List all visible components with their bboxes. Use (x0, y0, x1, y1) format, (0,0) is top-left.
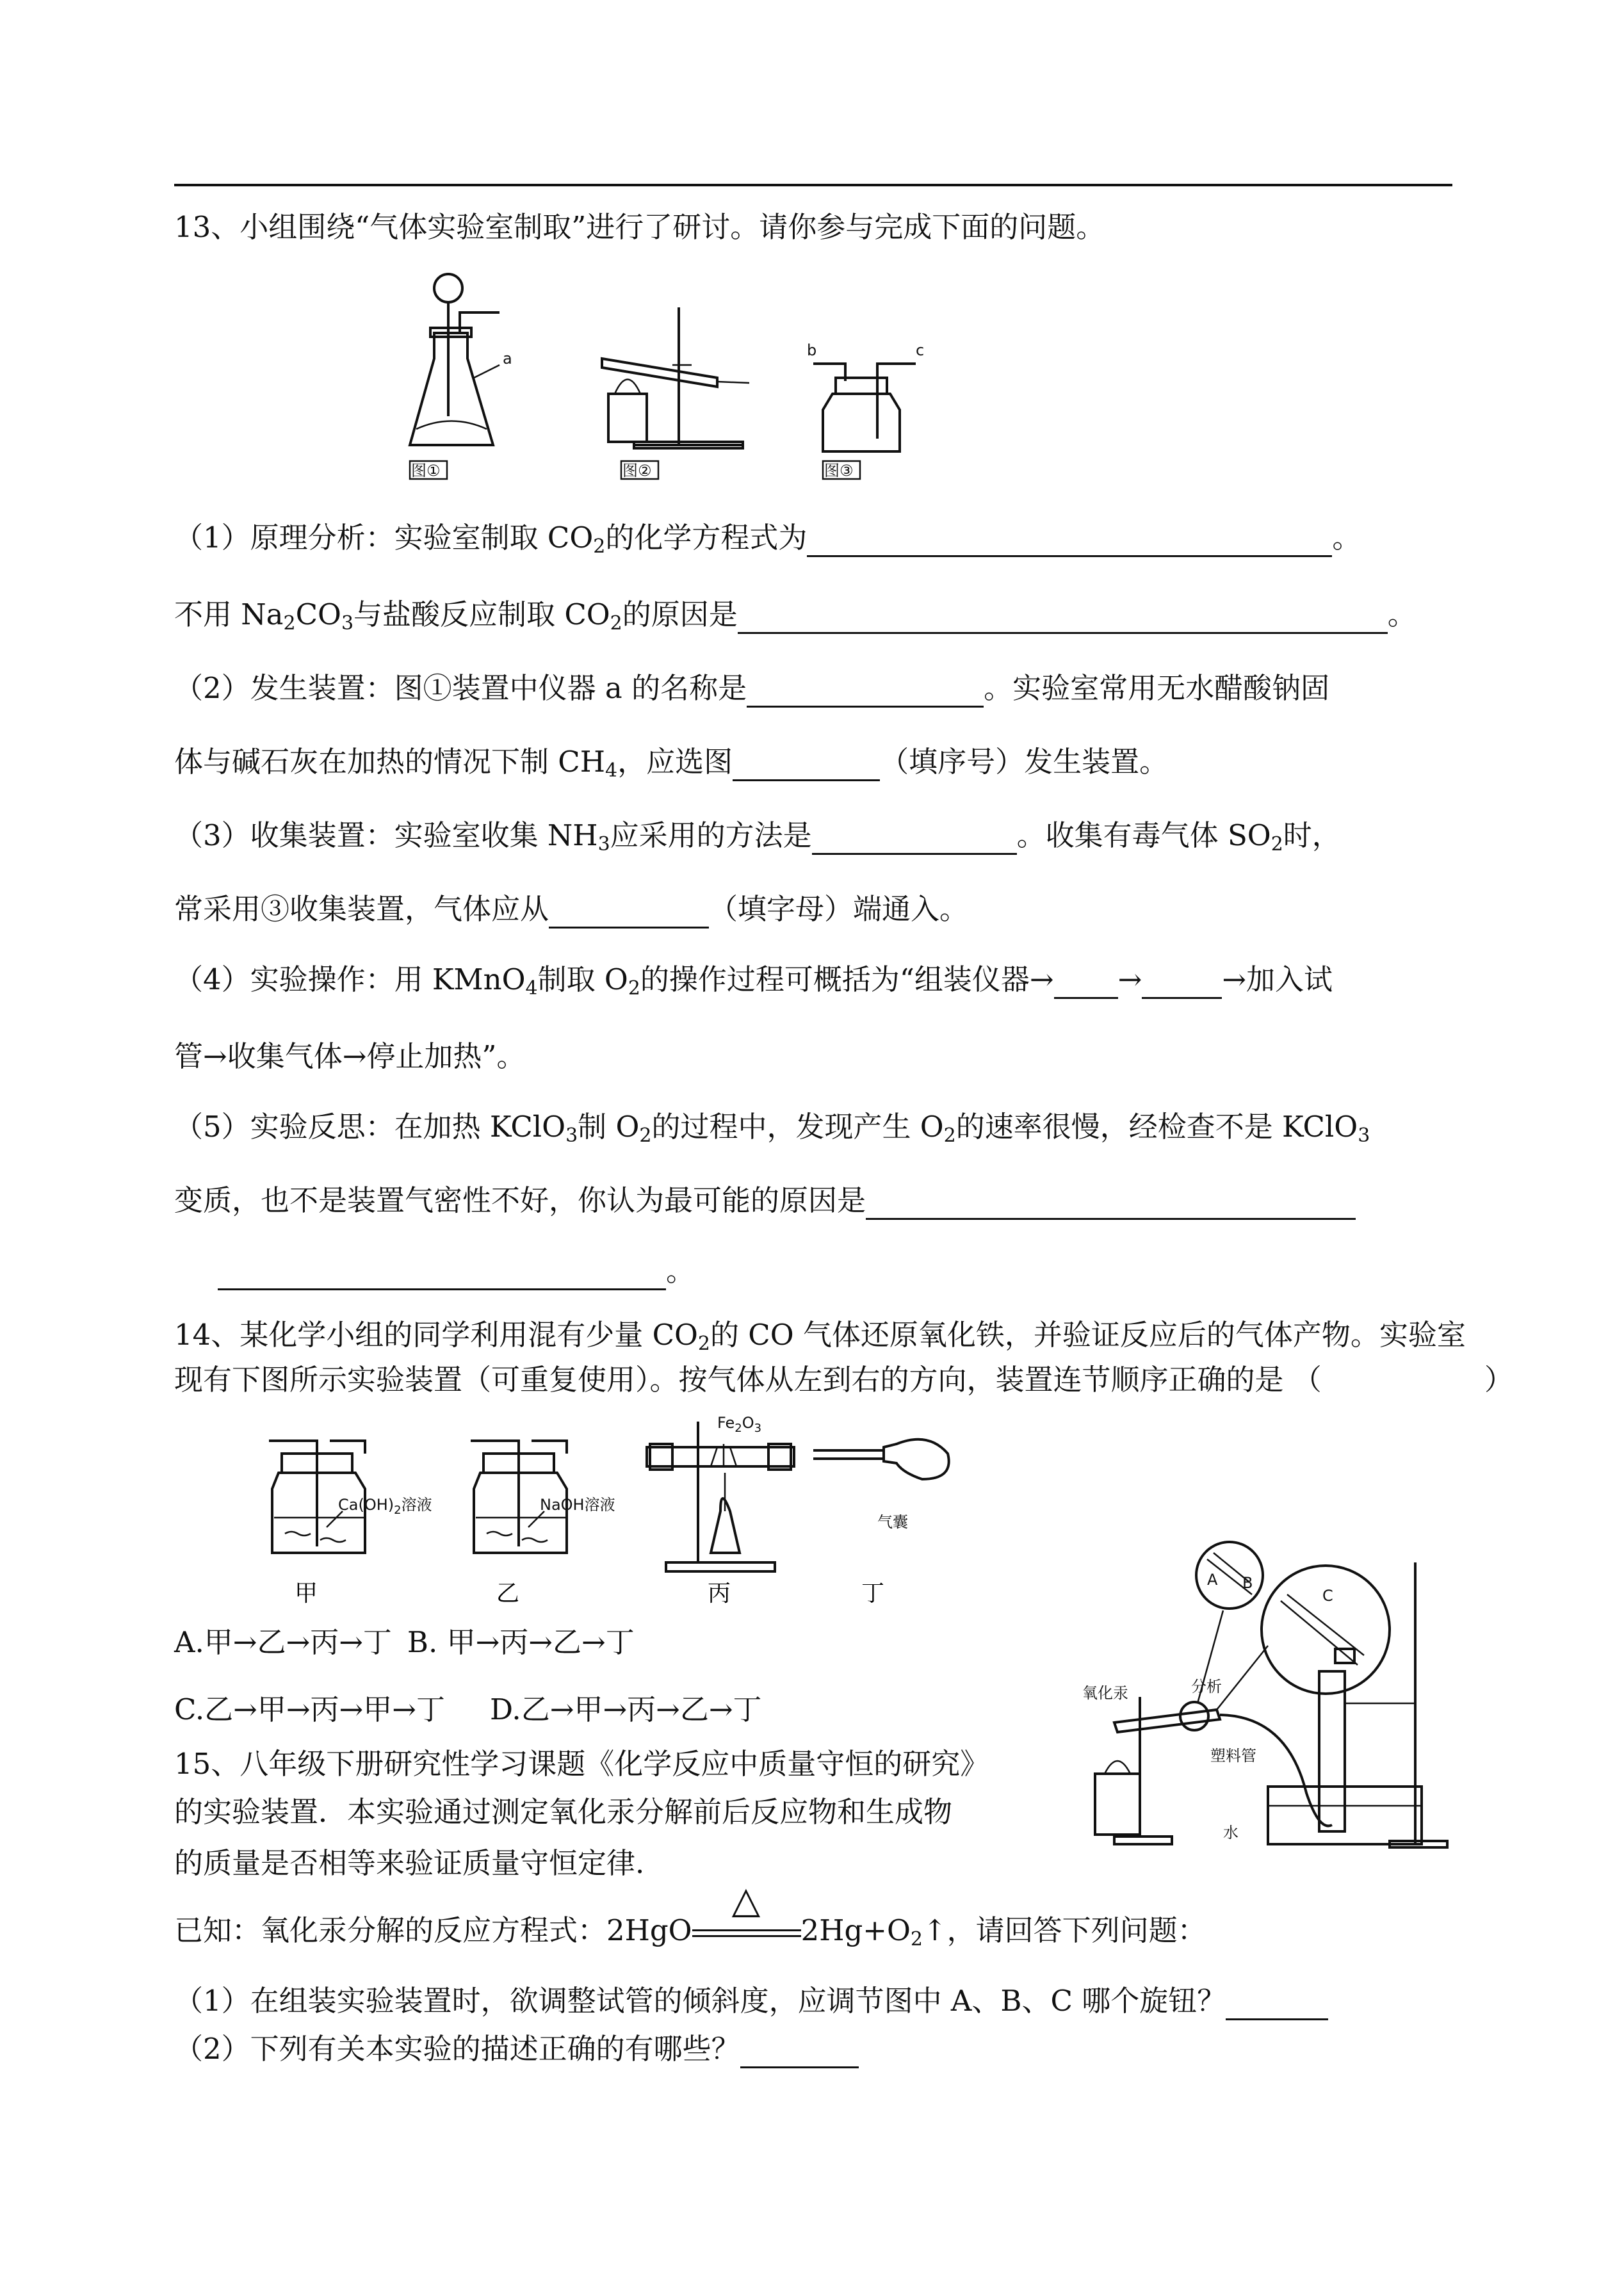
q13-part5c: 。 (218, 1252, 695, 1290)
answer-blank-knob[interactable] (1226, 1988, 1328, 2020)
fig-label-2: 图② (622, 462, 652, 480)
q14-stem-close-paren: ） (1484, 1363, 1514, 1397)
q13-part3: （3）收集装置：实验室收集 $NH_3$应采用的方法是 。收集有毒气体 $SO_2$时， (174, 818, 1341, 856)
balloon-label: 气囊 (877, 1513, 908, 1531)
knob-label-b: B (1242, 1574, 1253, 1592)
fe2o3-label: $Fe_2O_3$ (717, 1414, 762, 1435)
apparatus-jia (269, 1441, 432, 1607)
q14-apparatus (256, 1409, 993, 1639)
q13-part4: （4）实验操作：用 KMnO$_4$制取 $O_2$的操作过程可概括为“组装仪器→ → →加入试 (174, 962, 1333, 1000)
apparatus-bing (647, 1414, 794, 1607)
q13-part4b: 管→收集气体→停止加热”。 (174, 1039, 526, 1073)
label-a: a (503, 350, 512, 368)
figure-1-flask (410, 274, 512, 480)
label-c: c (916, 341, 925, 359)
hgo-label: 氧化汞 (1082, 1684, 1128, 1702)
heat-symbol: △ (731, 1878, 761, 1922)
fig-label-1: 图① (411, 462, 441, 480)
figure-3-bottle (807, 341, 924, 480)
q13-figures (397, 269, 973, 499)
q14-options-ab (174, 1623, 635, 1662)
q15-apparatus (1076, 1524, 1460, 1870)
reaction-arrow (692, 1878, 801, 1950)
answer-blank-step2[interactable] (1142, 966, 1222, 999)
knob-label-c: C (1322, 1587, 1333, 1605)
option-b[interactable]: B. 甲→丙→乙→丁 (407, 1625, 635, 1659)
q15-part2: （2）下列有关本实验的描述正确的有哪些？ (174, 2030, 859, 2068)
answer-blank-cause-1[interactable] (866, 1187, 1356, 1220)
answer-blank-instrument[interactable] (747, 675, 984, 708)
label-b: b (807, 341, 817, 359)
q14-stem-1: 14、某化学小组的同学利用混有少量 $CO_2$的 CO 气体还原氧化铁，并验证反应后的气体产物。实验室 (174, 1318, 1466, 1355)
solution-label-2: NaOH溶液 (540, 1496, 615, 1514)
option-d[interactable]: D.乙→甲→丙→乙→丁 (489, 1692, 762, 1726)
q13-part5: （5）实验反思：在加热 KClO$_3$制 $O_2$的过程中，发现产生 $O_2$的速率很慢，经检查不是 KClO$_3$ (174, 1110, 1370, 1147)
answer-blank-method[interactable] (812, 822, 1017, 855)
top-rule (174, 184, 1452, 186)
q15-stem-2: 的实验装置．本实验通过测定氧化汞分解前后反应物和生成物 (174, 1795, 953, 1829)
knob-label-a: A (1207, 1571, 1218, 1589)
q13-part3b: 常采用③收集装置，气体应从 （填字母）端通入。 (174, 890, 968, 929)
q14-stem-2: 现有下图所示实验装置（可重复使用）。按气体从左到右的方向，装置连节顺序正确的是 （ (174, 1363, 1322, 1397)
figure-2-heating (602, 307, 749, 480)
q15-part1: （1）在组装实验装置时，欲调整试管的倾斜度，应调节图中 A、B、C 哪个旋钮？ (174, 1982, 1328, 2020)
apparatus-yi (471, 1441, 615, 1607)
q13-part5b: 变质，也不是装置气密性不好，你认为最可能的原因是 (174, 1181, 1356, 1220)
app-label-ding: 丁 (861, 1580, 885, 1607)
answer-blank-step1[interactable] (1054, 966, 1118, 999)
q14-options-cd (174, 1691, 762, 1729)
apparatus-ding (813, 1439, 949, 1607)
tube-label: 塑料管 (1210, 1747, 1256, 1765)
answer-blank-inlet[interactable] (549, 896, 709, 929)
zoom-label: 分析 (1191, 1678, 1222, 1696)
q15-stem-1: 15、八年级下册研究性学习课题《化学反应中质量守恒的研究》 (174, 1747, 989, 1781)
q13-part2b: 体与碱石灰在加热的情况下制 $CH_4$，应选图 （填序号）发生装置。 (174, 745, 1169, 782)
answer-blank-descriptions[interactable] (740, 2036, 859, 2068)
solution-label-1: $Ca(OH)_2$溶液 (338, 1496, 432, 1517)
q13-part1: （1）原理分析：实验室制取 $CO_2$的化学方程式为 。 (174, 521, 1361, 558)
water-label: 水 (1223, 1824, 1238, 1842)
q15-stem-3: 的质量是否相等来验证质量守恒定律. (174, 1846, 645, 1880)
answer-blank-cause-2[interactable] (218, 1258, 666, 1290)
answer-blank-equation[interactable] (807, 524, 1332, 557)
answer-blank-figure[interactable] (733, 749, 880, 781)
q13-part2: （2）发生装置：图①装置中仪器 a 的名称是 。实验室常用无水醋酸钠固 (174, 669, 1329, 708)
option-c[interactable]: C.乙→甲→丙→甲→丁 (174, 1692, 445, 1726)
app-label-yi: 乙 (496, 1580, 520, 1607)
answer-blank-reason[interactable] (738, 601, 1388, 634)
q13-stem: 13、小组围绕“气体实验室制取”进行了研讨。请你参与完成下面的问题。 (174, 210, 1105, 244)
option-a[interactable]: A.甲→乙→丙→丁 (174, 1625, 392, 1659)
app-label-jia: 甲 (295, 1580, 318, 1607)
fig-label-3: 图③ (824, 462, 854, 480)
q15-known: 已知：氧化汞分解的反应方程式：2HgO △ $2Hg+O_2↑$，请回答下列问题： (174, 1878, 1206, 1950)
app-label-bing: 丙 (708, 1580, 731, 1607)
q13-part1b: 不用 $Na_2CO_3$与盐酸反应制取 $CO_2$的原因是 。 (174, 597, 1417, 635)
